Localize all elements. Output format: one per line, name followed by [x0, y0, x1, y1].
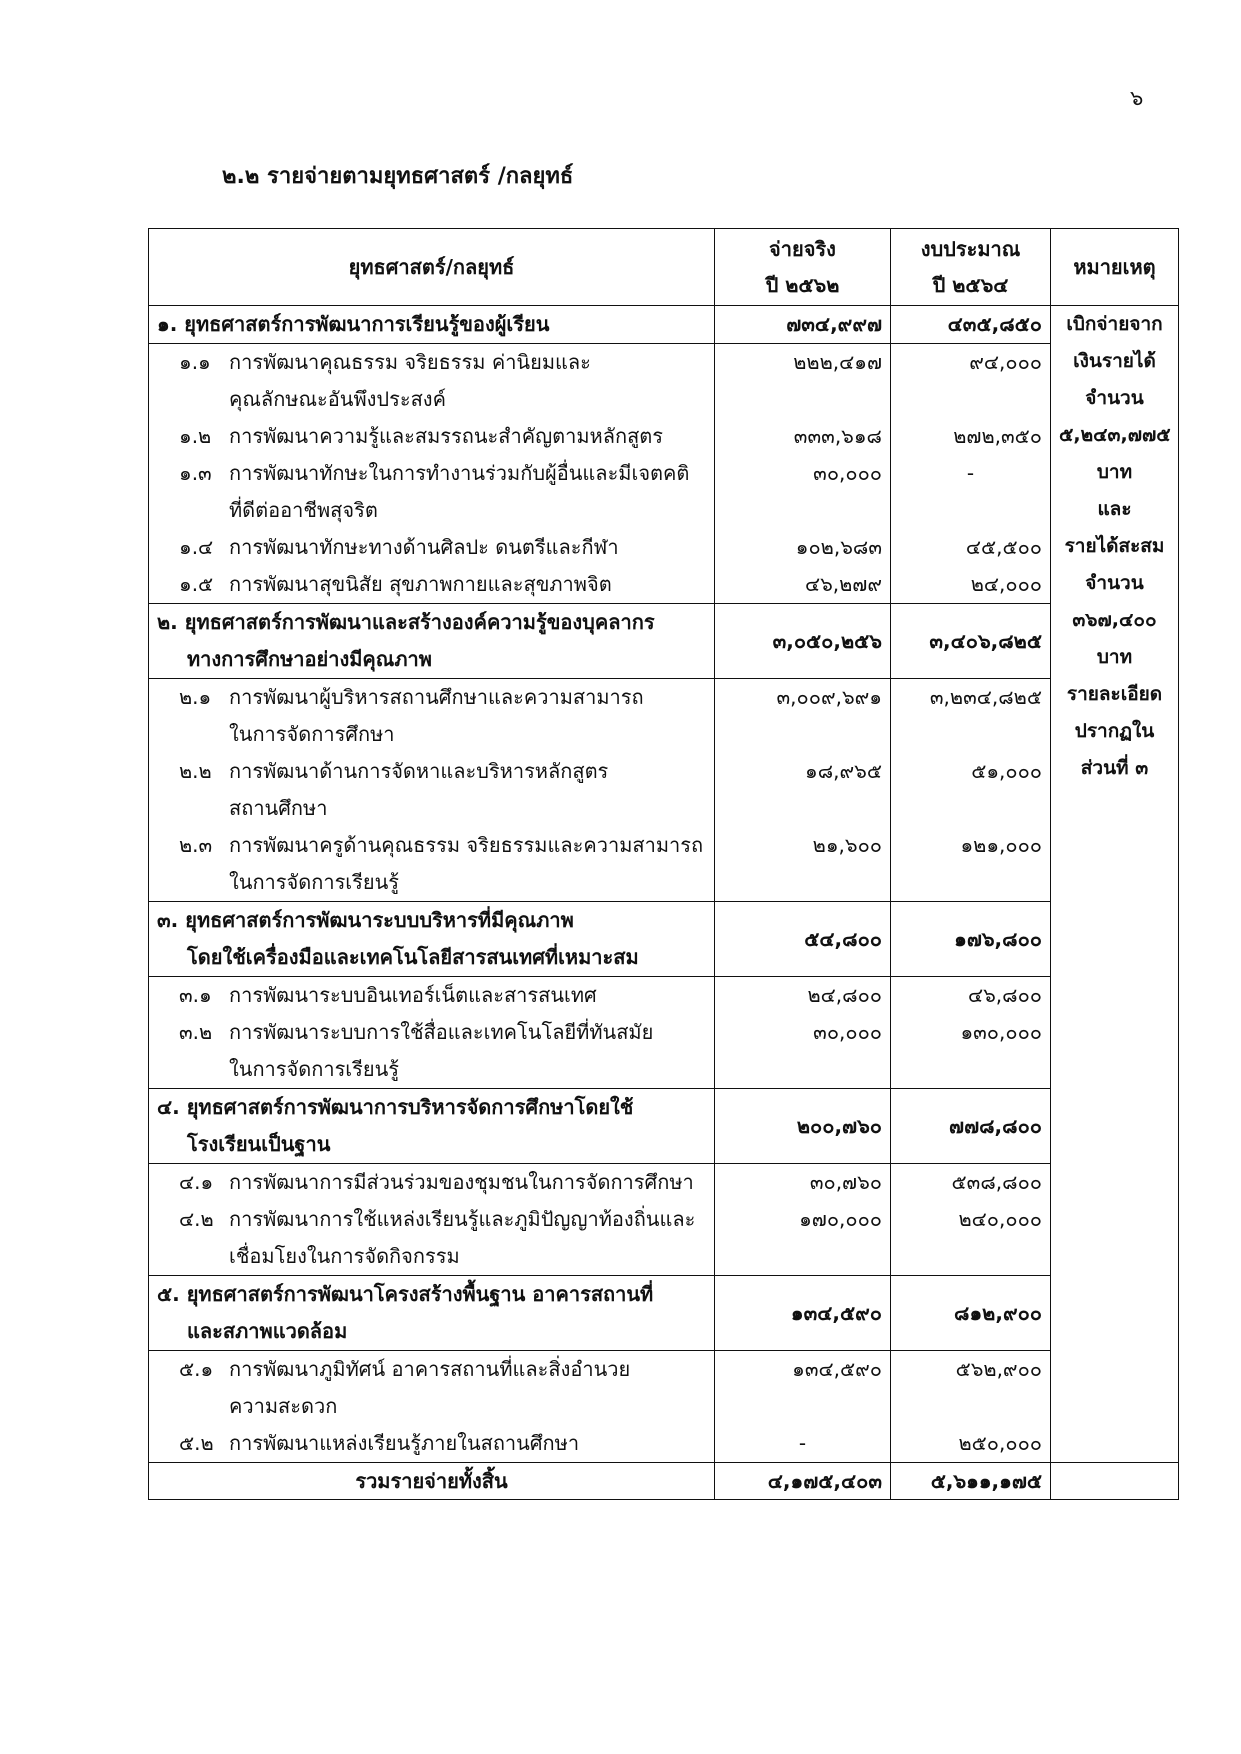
- item-actual: ๓๐,๐๐๐: [715, 1014, 891, 1089]
- header-remark: หมายเหตุ: [1051, 229, 1179, 306]
- remark-line: เงินรายได้: [1073, 350, 1156, 372]
- item-name-line2: คุณลักษณะอันพึงประสงค์: [229, 387, 446, 411]
- strategy-name-line1: ๔. ยุทธศาสตร์การพัฒนาการบริหารจัดการศึกษาโดยใช้: [157, 1095, 634, 1119]
- item-name-line1: การพัฒนาแหล่งเรียนรู้ภายในสถานศึกษา: [229, 1431, 580, 1455]
- item-name-line1: การพัฒนาระบบการใช้สื่อและเทคโนโลยีที่ทันสมัย: [229, 1020, 654, 1044]
- item-name: [149, 1351, 715, 1426]
- item-actual: ๔๖,๒๗๙: [715, 566, 891, 604]
- item-name: [149, 977, 715, 1015]
- item-name-line1: การพัฒนาระบบอินเทอร์เน็ตและสารสนเทศ: [229, 983, 597, 1007]
- strategy-name: [149, 1089, 715, 1164]
- item-budget: ๔๖,๘๐๐: [891, 977, 1051, 1015]
- strategy-name: [149, 306, 715, 344]
- strategy-name-line2: โดยใช้เครื่องมือและเทคโนโลยีสารสนเทศที่เหมาะสม: [187, 945, 639, 969]
- item-name: [149, 753, 715, 827]
- strategy-row: [149, 306, 1179, 344]
- item-actual: ๒๑,๖๐๐: [715, 827, 891, 902]
- item-code: ๑.๓: [179, 461, 212, 485]
- item-code: ๕.๑: [179, 1357, 214, 1381]
- item-name-line1: การพัฒนาทักษะทางด้านศิลปะ ดนตรีและกีฬา: [229, 535, 619, 559]
- strategy-budget: ๔๓๕,๘๕๐: [891, 306, 1051, 344]
- strategy-name-line1: ๓. ยุทธศาสตร์การพัฒนาระบบบริหารที่มีคุณภาพ: [157, 908, 574, 932]
- item-row: [149, 1425, 1179, 1463]
- strategy-name-line1: ๒. ยุทธศาสตร์การพัฒนาและสร้างองค์ความรู้ของบุคลากร: [157, 610, 655, 634]
- item-budget: ๒๗๒,๓๕๐: [891, 418, 1051, 455]
- strategy-name: [149, 604, 715, 679]
- item-name-line1: การพัฒนาความรู้และสมรรถนะสำคัญตามหลักสูตร: [229, 424, 664, 448]
- item-actual: -: [715, 1425, 891, 1463]
- item-actual: ๑๘,๙๖๕: [715, 753, 891, 827]
- item-row: [149, 1164, 1179, 1202]
- item-name-line1: การพัฒนาการมีส่วนร่วมของชุมชนในการจัดการศึกษา: [229, 1170, 694, 1194]
- item-code: ๓.๑: [179, 983, 212, 1007]
- item-name: [149, 1425, 715, 1463]
- item-budget: ๕๓๘,๘๐๐: [891, 1164, 1051, 1202]
- item-name: [149, 455, 715, 529]
- total-label: รวมรายจ่ายทั้งสิ้น: [149, 1463, 715, 1500]
- strategy-actual: ๕๔,๘๐๐: [715, 902, 891, 977]
- remark-cell: [1051, 306, 1179, 1463]
- item-budget: ๑๓๐,๐๐๐: [891, 1014, 1051, 1089]
- page-number: ๖: [1130, 86, 1144, 110]
- section-title: ๒.๒ รายจ่ายตามยุทธศาสตร์ /กลยุทธ์: [222, 164, 574, 189]
- item-row: [149, 977, 1179, 1015]
- item-code: ๔.๒: [179, 1207, 214, 1231]
- remark-line: รายได้สะสม: [1064, 535, 1165, 557]
- item-name: [149, 529, 715, 566]
- header-budget: [891, 229, 1051, 306]
- item-code: ๑.๒: [179, 424, 212, 448]
- header-strategy: ยุทธศาสตร์/กลยุทธ์: [149, 229, 715, 306]
- strategy-budget: ๗๗๘,๘๐๐: [891, 1089, 1051, 1164]
- strategy-row: [149, 902, 1179, 977]
- strategy-name-line1: ๑. ยุทธศาสตร์การพัฒนาการเรียนรู้ของผู้เรียน: [157, 312, 550, 336]
- item-row: [149, 753, 1179, 827]
- header-row: [149, 229, 1179, 306]
- strategy-row: [149, 604, 1179, 679]
- item-code: ๒.๒: [179, 759, 212, 783]
- item-actual: ๓,๐๐๙,๖๙๑: [715, 679, 891, 754]
- strategy-name: [149, 1276, 715, 1351]
- item-budget: ๕๑,๐๐๐: [891, 753, 1051, 827]
- item-code: ๓.๒: [179, 1020, 213, 1044]
- remark-line: ๕,๒๔๓,๗๗๕: [1059, 424, 1171, 446]
- item-actual: ๒๒๒,๔๑๗: [715, 344, 891, 419]
- strategy-actual: ๓,๐๕๐,๒๕๖: [715, 604, 891, 679]
- strategy-name-line2: โรงเรียนเป็นฐาน: [187, 1132, 331, 1156]
- item-name-line1: การพัฒนาครูด้านคุณธรรม จริยธรรมและความสามารถ: [229, 833, 704, 857]
- item-actual: ๓๐,๐๐๐: [715, 455, 891, 529]
- item-actual: ๓๐,๗๖๐: [715, 1164, 891, 1202]
- strategy-budget: ๑๗๖,๘๐๐: [891, 902, 1051, 977]
- item-code: ๑.๕: [179, 572, 214, 596]
- item-code: ๒.๑: [179, 685, 212, 709]
- remark-line: จำนวน: [1085, 387, 1144, 409]
- item-code: ๕.๒: [179, 1431, 214, 1455]
- budget-table: [148, 228, 1179, 1500]
- remark-line: จำนวน: [1085, 572, 1144, 594]
- header-budget-line1: งบประมาณ: [920, 237, 1021, 261]
- item-name: [149, 418, 715, 455]
- item-name-line2: ที่ดีต่ออาชีพสุจริต: [229, 498, 378, 522]
- table-body: [149, 306, 1179, 1500]
- item-row: [149, 1201, 1179, 1276]
- strategy-budget: ๓,๔๐๖,๘๒๕: [891, 604, 1051, 679]
- item-budget: -: [891, 455, 1051, 529]
- total-row: [149, 1463, 1179, 1500]
- item-row: [149, 455, 1179, 529]
- item-name-line1: การพัฒนาคุณธรรม จริยธรรม ค่านิยมและ: [229, 350, 591, 374]
- item-actual: ๒๔,๘๐๐: [715, 977, 891, 1015]
- item-name-line1: การพัฒนาสุขนิสัย สุขภาพกายและสุขภาพจิต: [229, 572, 612, 596]
- header-actual: [715, 229, 891, 306]
- item-budget: ๒๔,๐๐๐: [891, 566, 1051, 604]
- header-actual-line2: ปี ๒๕๖๒: [765, 273, 840, 297]
- item-name: [149, 827, 715, 902]
- item-budget: ๓,๒๓๔,๘๒๕: [891, 679, 1051, 754]
- header-budget-line2: ปี ๒๕๖๔: [932, 273, 1009, 297]
- item-name-line2: ความสะดวก: [229, 1394, 338, 1418]
- item-budget: ๑๒๑,๐๐๐: [891, 827, 1051, 902]
- total-budget: ๕,๖๑๑,๑๗๕: [891, 1463, 1051, 1500]
- item-row: [149, 344, 1179, 419]
- item-name: [149, 679, 715, 754]
- item-budget: ๒๕๐,๐๐๐: [891, 1425, 1051, 1463]
- item-name-line2: ในการจัดการศึกษา: [229, 722, 395, 746]
- item-name: [149, 1201, 715, 1276]
- strategy-budget: ๘๑๒,๙๐๐: [891, 1276, 1051, 1351]
- item-name-line1: การพัฒนาด้านการจัดหาและบริหารหลักสูตร: [229, 759, 609, 783]
- strategy-actual: ๗๓๔,๙๙๗: [715, 306, 891, 344]
- item-row: [149, 679, 1179, 754]
- item-code: ๒.๓: [179, 833, 213, 857]
- item-name: [149, 344, 715, 419]
- item-name-line2: เชื่อมโยงในการจัดกิจกรรม: [229, 1244, 460, 1268]
- item-name-line2: สถานศึกษา: [229, 796, 328, 820]
- item-actual: ๓๓๓,๖๑๘: [715, 418, 891, 455]
- item-name-line1: การพัฒนาการใช้แหล่งเรียนรู้และภูมิปัญญาท้องถิ่นและ: [229, 1207, 696, 1231]
- item-name-line2: ในการจัดการเรียนรู้: [229, 1057, 400, 1081]
- item-row: [149, 1351, 1179, 1426]
- item-row: [149, 566, 1179, 604]
- remark-line: ๓๖๗,๔๐๐: [1072, 609, 1157, 631]
- item-name-line1: การพัฒนาภูมิทัศน์ อาคารสถานที่และสิ่งอำนวย: [229, 1357, 631, 1381]
- strategy-row: [149, 1276, 1179, 1351]
- strategy-name-line2: ทางการศึกษาอย่างมีคุณภาพ: [187, 647, 432, 671]
- item-row: [149, 529, 1179, 566]
- item-actual: ๑๓๔,๕๙๐: [715, 1351, 891, 1426]
- remark-line: เบิกจ่ายจาก: [1066, 313, 1163, 335]
- item-actual: ๑๐๒,๖๘๓: [715, 529, 891, 566]
- item-budget: ๔๕,๕๐๐: [891, 529, 1051, 566]
- item-budget: ๒๔๐,๐๐๐: [891, 1201, 1051, 1276]
- item-row: [149, 418, 1179, 455]
- remark-line: ส่วนที่ ๓: [1080, 757, 1149, 779]
- strategy-name-line1: ๕. ยุทธศาสตร์การพัฒนาโครงสร้างพื้นฐาน อาคารสถานที่: [157, 1282, 654, 1306]
- item-code: ๑.๑: [179, 350, 211, 374]
- remark-line: บาท: [1096, 461, 1133, 483]
- item-code: ๑.๔: [179, 535, 214, 559]
- item-name: [149, 1164, 715, 1202]
- strategy-actual: ๑๓๔,๕๙๐: [715, 1276, 891, 1351]
- remark-line: รายละเอียด: [1066, 683, 1163, 705]
- item-name: [149, 1014, 715, 1089]
- item-row: [149, 1014, 1179, 1089]
- item-budget: ๕๖๒,๙๐๐: [891, 1351, 1051, 1426]
- item-name-line1: การพัฒนาทักษะในการทำงานร่วมกับผู้อื่นและมีเจตคติ: [229, 461, 690, 485]
- strategy-actual: ๒๐๐,๗๖๐: [715, 1089, 891, 1164]
- header-actual-line1: จ่ายจริง: [769, 237, 836, 261]
- remark-line: ปรากฏใน: [1074, 720, 1155, 742]
- item-name-line2: ในการจัดการเรียนรู้: [229, 870, 400, 894]
- strategy-row: [149, 1089, 1179, 1164]
- item-budget: ๙๔,๐๐๐: [891, 344, 1051, 419]
- item-code: ๔.๑: [179, 1170, 214, 1194]
- item-actual: ๑๗๐,๐๐๐: [715, 1201, 891, 1276]
- total-actual: ๔,๑๗๕,๔๐๓: [715, 1463, 891, 1500]
- total-remark: [1051, 1463, 1179, 1500]
- item-name-line1: การพัฒนาผู้บริหารสถานศึกษาและความสามารถ: [229, 685, 644, 709]
- remark-line: และ: [1097, 498, 1132, 520]
- item-row: [149, 827, 1179, 902]
- strategy-name: [149, 902, 715, 977]
- strategy-name-line2: และสภาพแวดล้อม: [187, 1319, 348, 1343]
- remark-line: บาท: [1096, 646, 1133, 668]
- item-name: [149, 566, 715, 604]
